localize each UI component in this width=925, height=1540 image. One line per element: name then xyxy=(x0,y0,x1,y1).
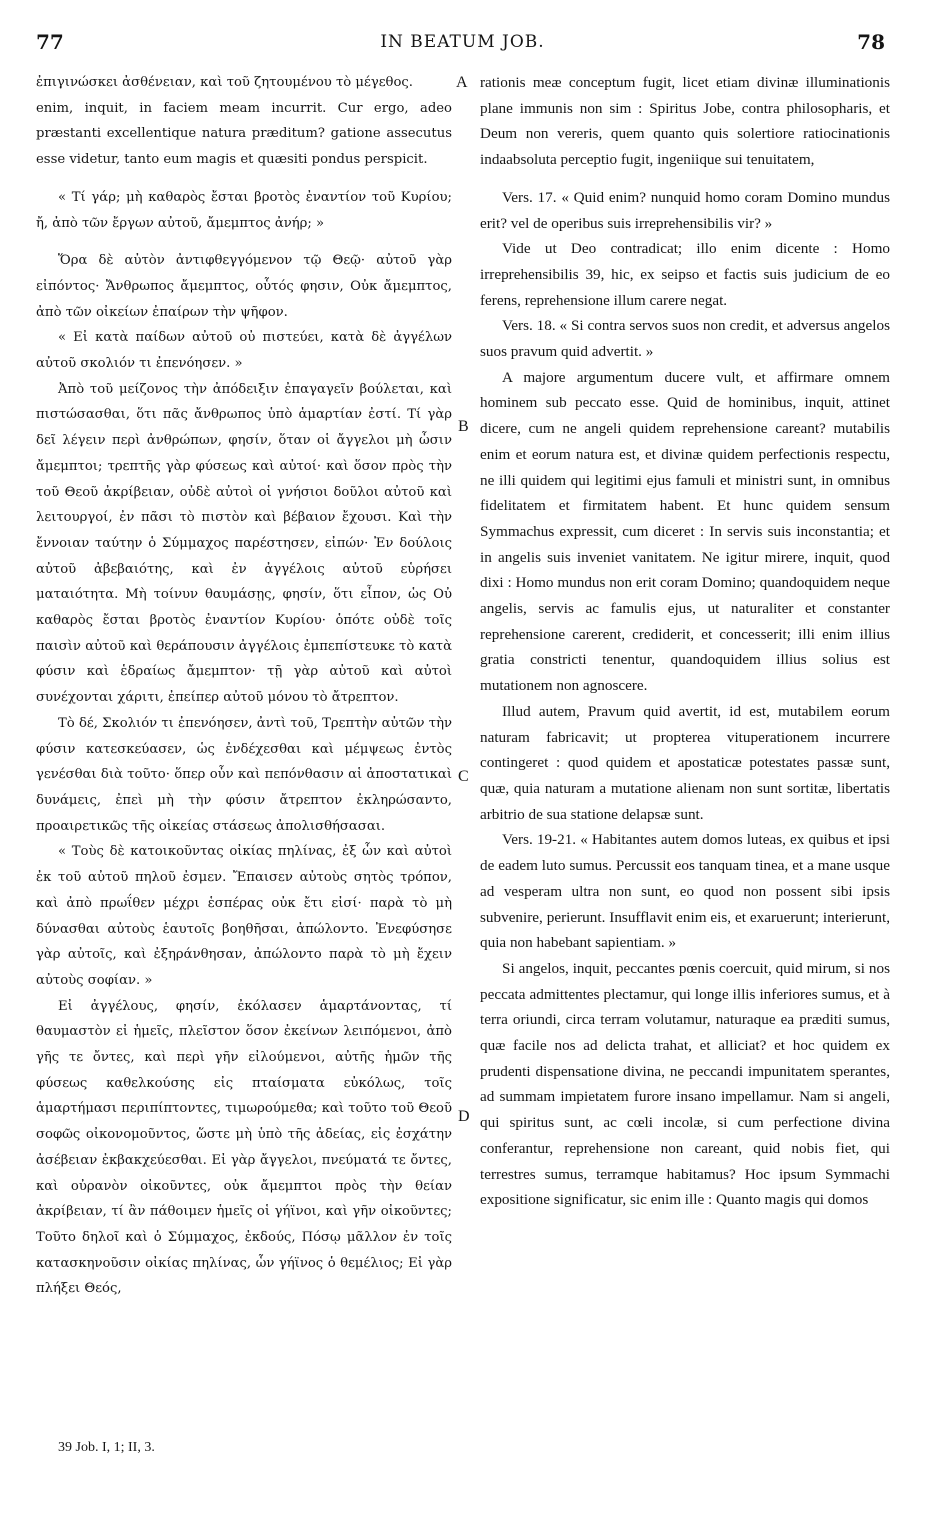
footnote: 39 Job. I, 1; II, 3. xyxy=(58,1440,155,1455)
margin-letter-a: A xyxy=(456,74,468,91)
greek-verse-19-21: « Τοὺς δὲ κατοικοῦντας οἰκίας πηλίνας, ἐξ ὧν καὶ αὐτοὶ ἐκ τοῦ αὐτοῦ πηλοῦ ἐσμεν. Ἔπαισεν αὐτοὺς σητὸς τρόπον, καὶ ἀπὸ πρωΐθεν μέχρι ἑσπέρας οὐκ ἔτι εἰσί· παρὰ τὸ μὴ δύνασθαι αὐτοὺς ἑαυτοῖς βοηθῆσαι, ἀπώλοντο. Ἐνεφύσησε γὰρ αὐτοῖς, καὶ ἐξηράνθησαν, ἀπώλοντο παρὰ τὸ μὴ ἔχειν αὐτοὺς σοφίαν. » xyxy=(36,844,452,988)
greek-paragraph: ἐπιγινώσκει ἀσθένειαν, καὶ τοῦ ζητουμένου τὸ μέγεθος. xyxy=(36,75,414,90)
page-number-right: 78 xyxy=(857,30,885,54)
page-number-left: 77 xyxy=(36,30,64,54)
latin-fragment: enim, inquit, in faciem meam incurrit. Cur ergo, adeo præstanti excellentique natura præditum? gatione assecutus esse videtur, tanto eum magis et quæsiti pondus perspicit. xyxy=(36,100,452,168)
latin-commentary: Si angelos, inquit, peccantes pœnis coercuit, quid mirum, si nos peccata admittentes plectamur, qui longe illis inferiores sumus, et à terra oriundi, circa terram volutamur, naturaque ea præditi sumus, quæ facile nos ad delicta trahat, et alliciat? et hoc quidem ex prudenti dispensatione divina, ne peccandi impunitatem sperantes, ad summam impietatem furore insano impellamur. Nam si angeli, qui spiritus sunt, ac cœli incolæ, si cum perfectione divina conferantur, reprehensione non careant, quid nobis fiet, qui terrestres sumus, terramque habitamus? Hoc ipsum Symmachi expositione significatur, sic enim ille : Quanto magis qui domos xyxy=(480,959,890,1209)
greek-verse-18: « Εἰ κατὰ παίδων αὐτοῦ οὐ πιστεύει, κατὰ δὲ ἀγγέλων αὐτοῦ σκολιόν τι ἐπενόησεν. » xyxy=(36,330,452,372)
running-title: IN BEATUM JOB. xyxy=(380,32,545,52)
margin-letter-d: D xyxy=(458,1108,470,1125)
greek-column xyxy=(36,70,452,1302)
running-header xyxy=(0,30,925,64)
latin-commentary: Illud autem, Pravum quid avertit, id est, mutabilem eorum naturam fabricavit; ut propterea vituperationem incurrere contingeret : quod quidem et apostaticæ potestates passæ sunt, quæ, quia naturam a mutatione alienam non sunt sortitæ, libertatis arbitrio de sua statione delapsæ sunt. xyxy=(480,702,890,823)
margin-letter-c: C xyxy=(458,768,469,785)
greek-commentary: Ἀπὸ τοῦ μείζονος τὴν ἀπόδειξιν ἐπαγαγεῖν βούλεται, καὶ πιστώσασθαι, ὅτι πᾶς ἄνθρωπος ὑπὸ ἁμαρτίαν ἐστί. Τί γὰρ δεῖ λέγειν περὶ ἀνθρώπων, φησίν, ὅταν οἱ ἄγγελοι μὴ ὦσιν ἄμεμπτοι; τρεπτῆς γὰρ φύσεως καὶ αὐτοί· καὶ ὅσον πρὸς τὴν τοῦ Θεοῦ ἀκρίβειαν, οὐδὲ αὐτοὶ οἱ γνήσιοι δοῦλοι αὐτοῦ καὶ λειτουργοί, ἐν πᾶσι τὸ πιστὸν καὶ βέβαιον ἔχουσι. Καὶ τὴν ἔννοιαν ταύτην ὁ Σύμμαχος παρέστησεν, εἰπών· Ἐν δούλοις αὐτοῦ ἀβεβαιότης, καὶ ἐν ἀγγέλοις αὐτοῦ εὑρήσει ματαιότητα. Μὴ τοίνυν θαυμάσῃς, φησίν, ὅτι εἶπον, ὡς Οὐ καθαρὸς ἔσται βροτὸς ἐναντίον Κυρίου· ὁπότε οὐδὲ τοῖς παισὶν αὐτοῦ καὶ θεράπουσιν ἀγγέλοις ἐμπεπίστευκε τὸ κατὰ φύσιν καὶ ἑδραίως ἄμεμπτον· τῇ γὰρ αὐτοῦ καὶ αὐτοὶ συνέχονται χάριτι, ἐπείπερ αὐτοῦ μόνου τὸ ἄτρεπτον. xyxy=(36,381,452,706)
latin-verse-18: Vers. 18. « Si contra servos suos non credit, et adversus angelos suos pravum quid advertit. » xyxy=(480,317,890,361)
latin-column xyxy=(480,70,890,1213)
latin-paragraph: rationis meæ conceptum fugit, licet etiam divinæ illuminationis plane immunis non sim : Spiritus Jobe, contra philosopharis, et Deum non vereris, quem quanto quis solertiore ratiocinationis indaabsoluta perceptio fugit, ingeniique sui tenuitatem, xyxy=(480,74,890,169)
latin-verse-19-21: Vers. 19-21. « Habitantes autem domos luteas, ex quibus et ipsi de eadem luto sumus. Percussit eos tanquam tinea, et a mane usque ad vesperam ultra non sunt, eo quod non possent sibi ipsis subvenire, perierunt. Insufflavit enim eis, et exaruerunt; interierunt, quia non habebant sapientiam. » xyxy=(480,831,890,952)
latin-commentary: A majore argumentum ducere vult, et affirmare omnem hominem sub peccato esse. Quid de hominibus, inquit, attinet dicere, cum ne angeli quidem reprehensione careant? mutabilis enim et eorum natura est, et divinæ quidem perfectionis respectu, ne illi quidem qui legitimi ejus famuli et ministri sunt, in omnibus fidelitatem et firmitatem habent. Et hunc quidem sensum Symmachus expressit, cum diceret : In servis suis inconstantia; et in angelis suis inveniet vanitatem. Ne igitur mirere, inquit, quod dixi : Homo mundus non erit coram Domino; quandoquidem neque angelis, servis ac famulis ejus, ut naturaliter et constanter reprehensione carerent, crediderit, et concesserit; illi enim illius gratia constricti tenentur, quandoquidem illius solius est mutationem non agnoscere. xyxy=(480,368,890,695)
latin-verse-17: Vers. 17. « Quid enim? nunquid homo coram Domino mundus erit? vel de operibus suis irreprehensibilis vir? » xyxy=(480,188,890,232)
greek-commentary: Ὅρα δὲ αὐτὸν ἀντιφθεγγόμενον τῷ Θεῷ· αὐτοῦ γὰρ εἰπόντος· Ἄνθρωπος ἄμεμπτος, οὗτός φησιν, Οὐκ ἄμεμπτος, ἀπὸ τῶν οἰκείων ἐπαίρων τὴν ψῆφον. xyxy=(36,253,452,320)
greek-verse-17: « Τί γάρ; μὴ καθαρὸς ἔσται βροτὸς ἐναντίον τοῦ Κυρίου; ἤ, ἀπὸ τῶν ἔργων αὐτοῦ, ἄμεμπτος ἀνήρ; » xyxy=(36,189,452,231)
latin-commentary: Vide ut Deo contradicat; illo enim dicente : Homo irreprehensibilis 39, hic, ex seipso et factis suis judicium de eo ferens, reprehensione illum carere negat. xyxy=(480,240,890,309)
margin-letter-b: B xyxy=(458,418,469,435)
greek-commentary: Τὸ δέ, Σκολιόν τι ἐπενόησεν, ἀντὶ τοῦ, Τρεπτὴν αὐτῶν τὴν φύσιν κατεσκεύασεν, ὡς ἐνδέχεσθαι καὶ μέμψεως ἐντὸς γενέσθαι διὰ τοῦτο· ὅπερ οὖν καὶ πεπόνθασιν αἱ ἀποστατικαὶ δυνάμεις, ἐπεὶ μὴ τὴν φύσιν ἄτρεπτον ἐκληρώσαντο, προαιρετικῶς τῆς οἰκείας στάσεως ἀπολισθήσασαι. xyxy=(36,715,452,834)
greek-commentary: Εἰ ἀγγέλους, φησίν, ἐκόλασεν ἁμαρτάνοντας, τί θαυμαστὸν εἰ ἡμεῖς, πλεῖστον ὅσον ἐκείνων λειπόμενοι, ἀπὸ γῆς τε ὄντες, καὶ περὶ γῆν εἰλούμενοι, αὐτῆς ἡμῶν τῆς φύσεως καθελκούσης εἰς πταίσματα εὐκόλως, τοῖς ἁμαρτήμασι περιπίπτοντες, τιμωρούμεθα; καὶ τοῦτο τοῦ Θεοῦ σοφῶς οἰκονομοῦντος, ὥστε μὴ ὑπὸ τῆς ἀδείας, εἰς ἐσχάτην ἀσέβειαν ἐκβακχεύεσθαι. Εἰ γὰρ ἄγγελοι, πνεύματά τε ὄντες, καὶ οὐρανὸν οἰκοῦντες, οὐκ ἄμεμπτοι πρὸς τὴν θείαν ἀκρίβειαν, τί ἂν πάθοιμεν ἡμεῖς οἱ γήϊνοι, καὶ γῆν οἰκοῦντες; Τοῦτο δηλοῖ καὶ ὁ Σύμμαχος, ἐκδούς, Πόσῳ μᾶλλον ἐν τοῖς κατασκηνοῦσιν οἰκίας πηλίνας, ὧν γήϊνος ὁ θεμέλιος; Εἰ γὰρ πλήξει Θεός, xyxy=(36,998,452,1297)
